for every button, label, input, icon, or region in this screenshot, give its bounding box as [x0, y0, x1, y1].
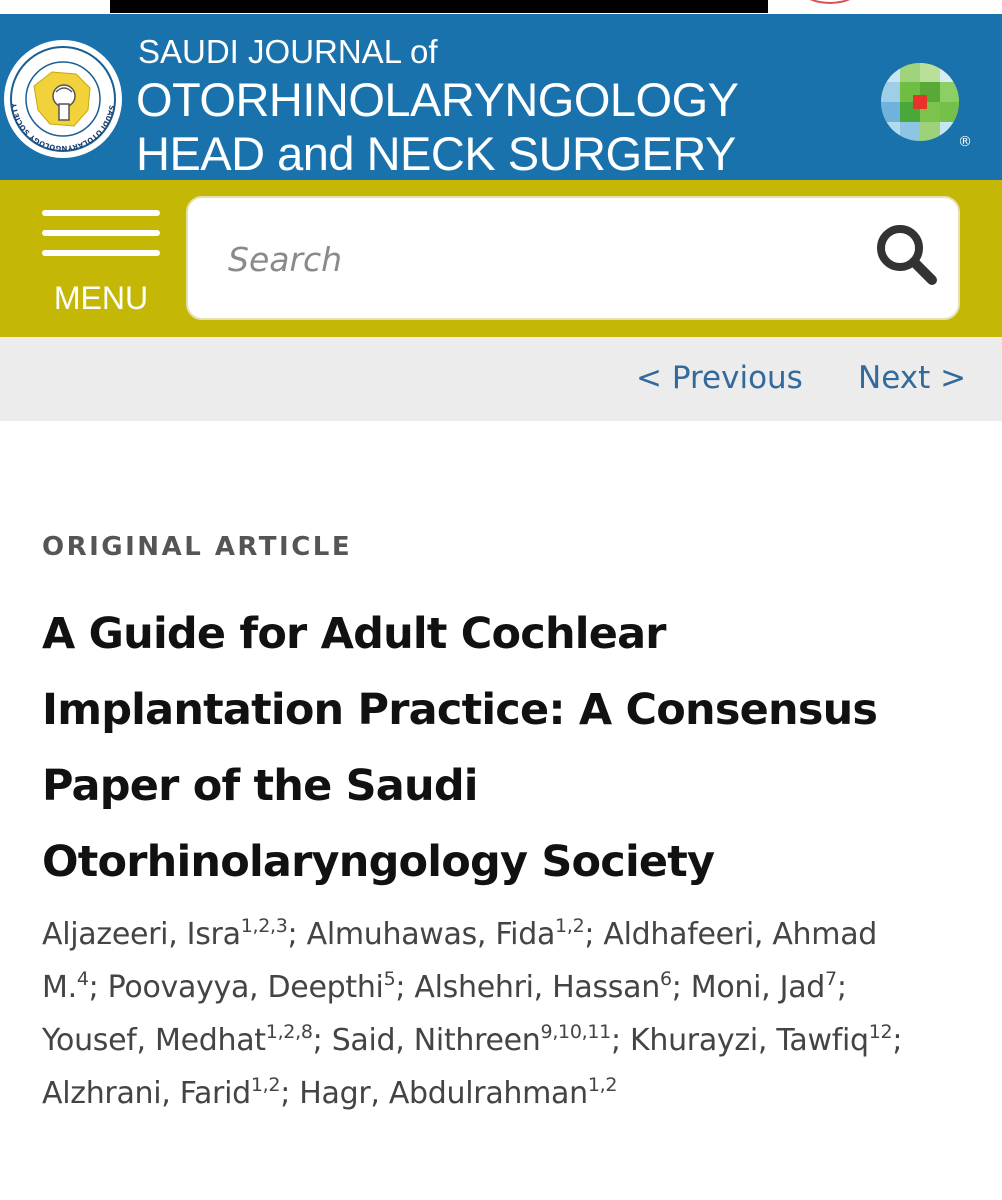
article-title: A Guide for Adult Cochlear Implantation Practice: A Consensus Paper of the Saudi Otorhinolaryngology Society [42, 609, 878, 887]
search-input[interactable] [226, 228, 850, 290]
author-link[interactable]: Hagr, Abdulrahman$^{1,2}$ [299, 1074, 618, 1111]
author-link[interactable]: Alzhrani, Farid$^{1,2}$ [42, 1074, 281, 1111]
article-type-label: ORIGINAL ARTICLE [42, 532, 353, 562]
menu-button[interactable] [40, 206, 162, 320]
author-link[interactable]: Khurayzi, Tawfiq$^{12}$ [630, 1021, 893, 1058]
menu-label: MENU [53, 280, 149, 316]
author-link[interactable]: Poovayya, Deepthi$^5$ [107, 968, 396, 1005]
previous-article-link[interactable]: < Previous [636, 360, 803, 396]
author-link[interactable]: Moni, Jad$^7$ [690, 968, 837, 1005]
ad-banner-dark [110, 0, 768, 13]
author-link[interactable]: Said, Nithreen$^{9,10,11}$ [331, 1021, 611, 1058]
journal-header [0, 14, 1002, 180]
hamburger-icon[interactable] [42, 230, 160, 236]
author-link[interactable]: Yousef, Medhat$^{1,2,8}$ [42, 1021, 313, 1058]
search-box[interactable] [186, 196, 960, 320]
search-icon[interactable] [872, 218, 942, 288]
author-link[interactable]: Aldhafeeri, Ahmad M.$^4$ [42, 917, 878, 1005]
journal-title-line1: SAUDI JOURNAL of [138, 33, 438, 70]
author-list: Aljazeeri, Isra$^{1,2,3}$; Almuhawas, Fida$^{1,2}$; Aldhafeeri, Ahmad M.$^4$; Poovayya, Deepthi$^5$; Alshehri, Hassan$^6$; Moni, Jad$^7$; Yousef, Medhat$^{1,2,8}$; Said, Nithreen$^{9,10,11}$; Khurayzi, Tawfiq$^{12}$; Alzhrani, Farid$^{1,2}$; Hagr, Abdulrahman$^{1,2}$ [42, 915, 903, 1111]
hamburger-icon[interactable] [42, 250, 160, 256]
journal-title-line3: HEAD and NECK SURGERY [136, 127, 736, 180]
svg-text:SAUDI OTOLARYNGOLOGY SOCIETY: SAUDI OTOLARYNGOLOGY SOCIETY [10, 102, 116, 153]
society-logo[interactable] [4, 40, 122, 158]
ad-banner-logo[interactable] [768, 0, 892, 13]
journal-title-line2: OTORHINOLARYNGOLOGY [136, 73, 739, 126]
next-article-link[interactable]: Next > [858, 360, 967, 396]
author-link[interactable]: Alshehri, Hassan$^6$ [414, 968, 672, 1005]
publisher-logo[interactable] [880, 62, 976, 158]
top-ad-strip [0, 0, 1002, 14]
author-link[interactable]: Almuhawas, Fida$^{1,2}$ [306, 915, 585, 952]
svg-text:®: ® [958, 134, 972, 150]
author-link[interactable]: Aljazeeri, Isra$^{1,2,3}$ [42, 915, 288, 952]
hamburger-icon[interactable] [42, 210, 160, 216]
article-pagination [0, 337, 1002, 421]
